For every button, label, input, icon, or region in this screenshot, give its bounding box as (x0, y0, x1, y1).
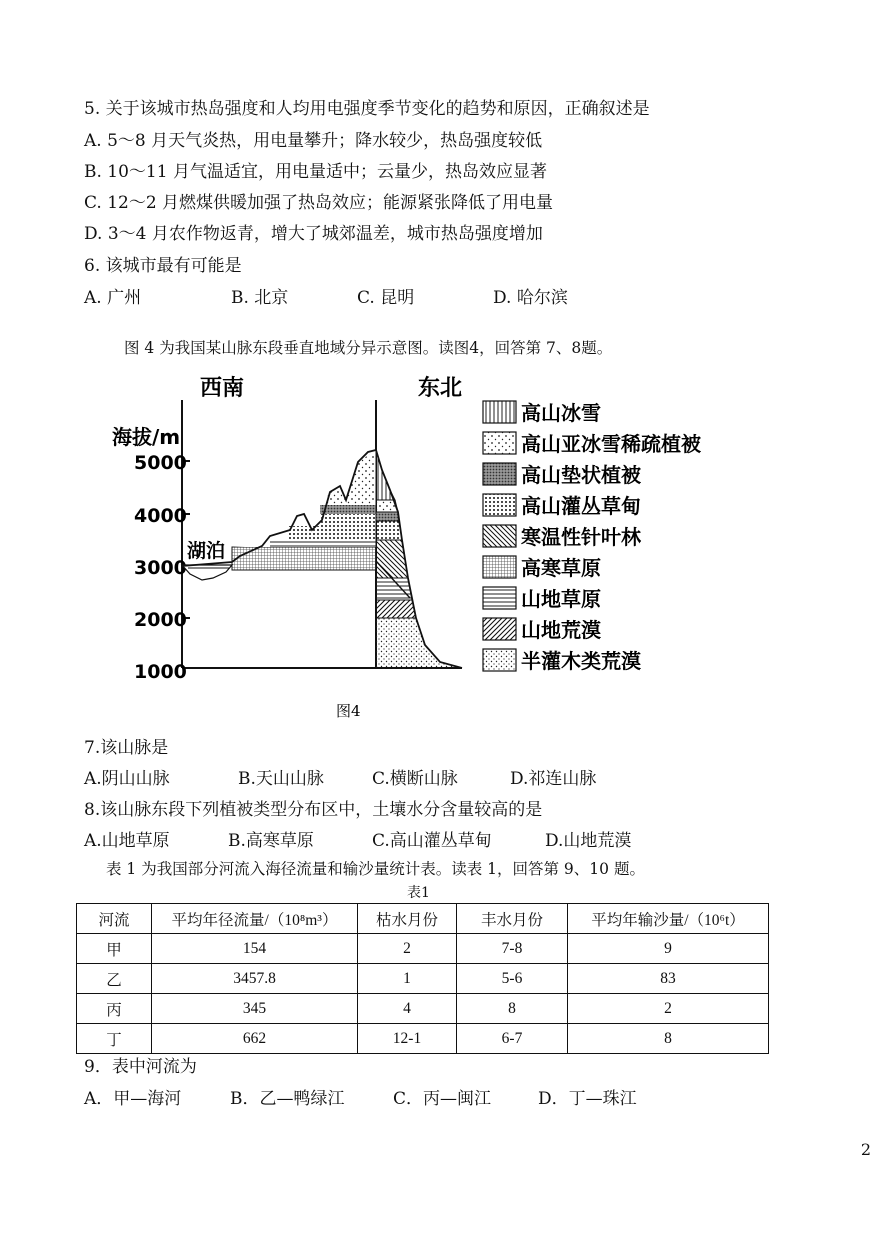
ytick-3000: 3000 (134, 557, 187, 579)
table-intro: 表 1 为我国部分河流入海径流量和输沙量统计表。读表 1，回答第 9、10 题。 (106, 860, 645, 878)
cell-runoff: 154 (152, 934, 358, 964)
header-river: 河流 (77, 904, 152, 934)
header-high-water-month: 丰水月份 (457, 904, 568, 934)
table-row (77, 964, 769, 994)
q6-option-a: A. 广州 (84, 288, 142, 308)
q5-option-c: C. 12～2 月燃煤供暖加强了热岛效应；能源紧张降低了用电量 (84, 193, 554, 213)
q8-option-d: D.山地荒漠 (545, 831, 632, 851)
q9-option-b: B．乙—鸭绿江 (230, 1089, 345, 1109)
header-low-water-month: 枯水月份 (358, 904, 457, 934)
cell-runoff: 662 (152, 1024, 358, 1054)
q6-option-b: B. 北京 (231, 288, 289, 308)
legend-item-mountain-steppe: 山地草原 (521, 587, 601, 611)
table-header-row (77, 904, 769, 934)
ytick-2000: 2000 (134, 609, 187, 631)
cell-river: 甲 (77, 934, 152, 964)
legend-item-shrub-meadow: 高山灌丛草甸 (521, 494, 641, 518)
table-caption: 表1 (407, 885, 430, 901)
q8-option-a: A.山地草原 (84, 831, 170, 851)
ytick-4000: 4000 (134, 505, 187, 527)
direction-northeast: 东北 (418, 376, 463, 401)
river-statistics-table (76, 903, 769, 1054)
cell-sediment: 2 (568, 994, 769, 1024)
table-row (77, 1024, 769, 1054)
cell-river: 乙 (77, 964, 152, 994)
cell-sediment: 9 (568, 934, 769, 964)
header-sediment: 平均年输沙量/（10⁶t） (568, 904, 769, 934)
legend-item-mountain-desert: 山地荒漠 (521, 618, 601, 642)
q6-option-c: C. 昆明 (357, 288, 415, 308)
q5-option-b: B. 10～11 月气温适宜，用电量适中；云量少，热岛效应显著 (84, 162, 547, 182)
figure-caption: 图4 (336, 702, 361, 720)
q7-option-a: A.阴山山脉 (84, 769, 170, 789)
cell-runoff: 345 (152, 994, 358, 1024)
ytick-1000: 1000 (134, 661, 187, 683)
cell-high-month: 6-7 (457, 1024, 568, 1054)
q6-option-d: D. 哈尔滨 (493, 288, 568, 308)
cell-runoff: 3457.8 (152, 964, 358, 994)
legend-item-cushion-vegetation: 高山垫状植被 (521, 463, 641, 487)
page-number: 2 (860, 1140, 871, 1159)
cell-river: 丁 (77, 1024, 152, 1054)
q5-option-a: A. 5～8 月天气炎热，用电量攀升；降水较少，热岛强度较低 (84, 131, 543, 151)
q8-option-c: C.高山灌丛草甸 (372, 831, 492, 851)
cell-high-month: 5-6 (457, 964, 568, 994)
legend-item-conifer-forest: 寒温性针叶林 (521, 525, 641, 549)
q6-stem: 6. 该城市最有可能是 (84, 256, 242, 276)
cell-low-month: 1 (358, 964, 457, 994)
cell-sediment: 83 (568, 964, 769, 994)
lake-label: 湖泊 (187, 540, 226, 562)
cell-sediment: 8 (568, 1024, 769, 1054)
cell-river: 丙 (77, 994, 152, 1024)
q5-stem: 5. 关于该城市热岛强度和人均用电强度季节变化的趋势和原因，正确叙述是 (84, 99, 650, 119)
q9-option-d: D．丁—珠江 (538, 1089, 637, 1109)
q5-option-d: D. 3～4 月农作物返青，增大了城郊温差，城市热岛强度增加 (84, 224, 543, 244)
figure-intro: 图 4 为我国某山脉东段垂直地域分异示意图。读图4，回答第 7、8题。 (124, 339, 613, 357)
q7-stem: 7.该山脉是 (84, 738, 169, 758)
q8-stem: 8.该山脉东段下列植被类型分布区中，土壤水分含量较高的是 (84, 800, 543, 820)
ytick-5000: 5000 (134, 452, 187, 474)
q7-option-c: C.横断山脉 (372, 769, 458, 789)
legend-item-sparse-vegetation: 高山亚冰雪稀疏植被 (521, 432, 701, 456)
q9-option-a: A．甲—海河 (84, 1089, 182, 1109)
cell-high-month: 8 (457, 994, 568, 1024)
q9-option-c: C．丙—闽江 (393, 1089, 492, 1109)
cell-high-month: 7-8 (457, 934, 568, 964)
table-row (77, 934, 769, 964)
legend-item-alpine-ice: 高山冰雪 (521, 401, 601, 425)
elevation-axis-label: 海拔/m (112, 425, 181, 449)
legend-item-shrub-desert: 半灌木类荒漠 (521, 649, 641, 673)
legend-item-alpine-steppe: 高寒草原 (521, 556, 601, 580)
direction-southwest: 西南 (200, 376, 245, 401)
table-row (77, 994, 769, 1024)
cell-low-month: 2 (358, 934, 457, 964)
q9-stem: 9．表中河流为 (84, 1057, 197, 1077)
q7-option-b: B.天山山脉 (238, 769, 324, 789)
q7-option-d: D.祁连山脉 (510, 769, 597, 789)
header-runoff: 平均年径流量/（10⁸m³） (152, 904, 358, 934)
cell-low-month: 4 (358, 994, 457, 1024)
legend (483, 401, 701, 673)
q8-option-b: B.高寒草原 (228, 831, 314, 851)
cell-low-month: 12-1 (358, 1024, 457, 1054)
